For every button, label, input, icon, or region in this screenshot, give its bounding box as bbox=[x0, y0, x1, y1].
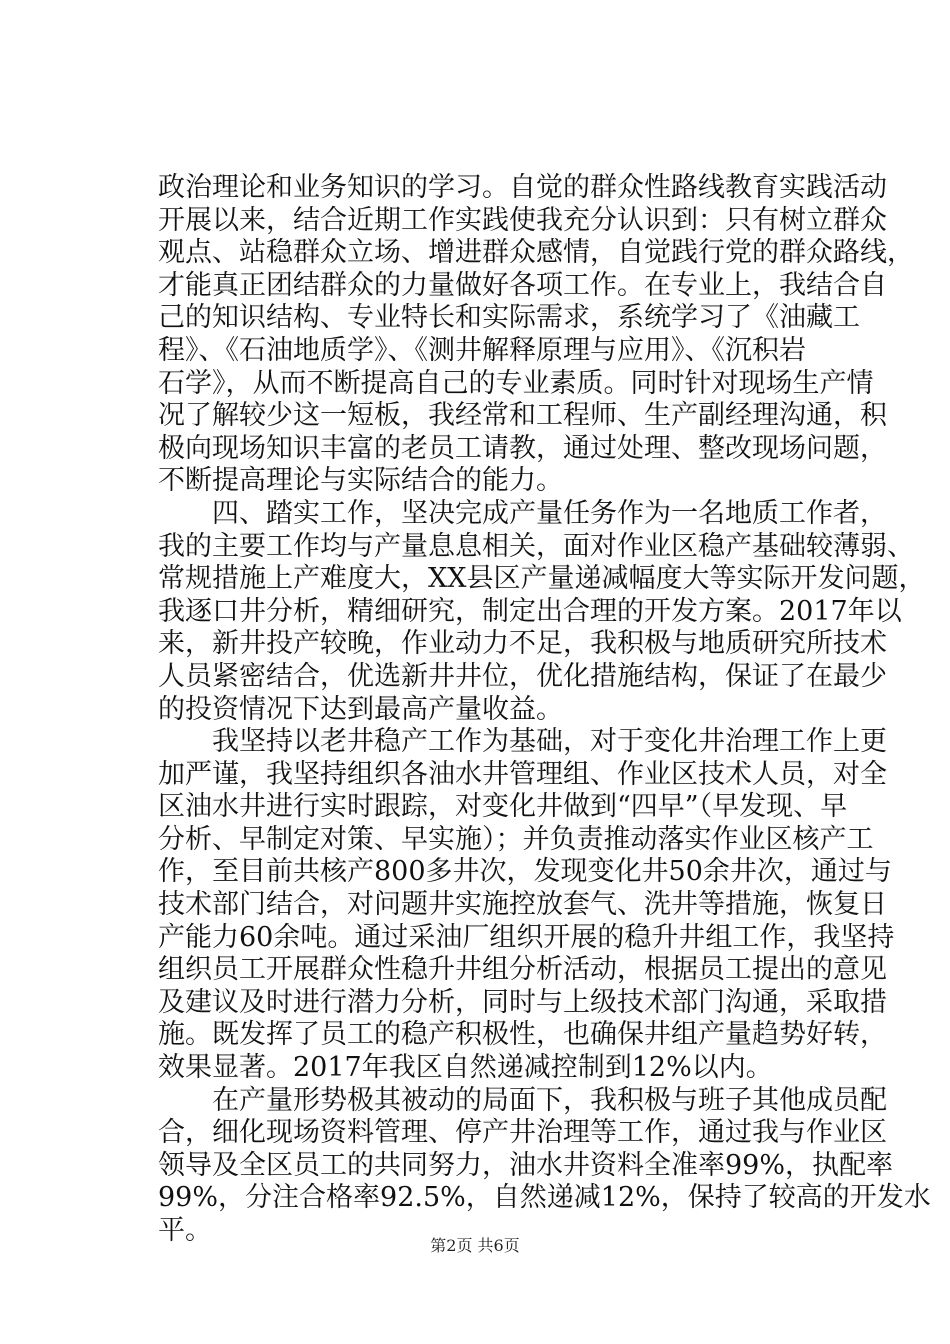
paragraph-political-study bbox=[158, 172, 914, 498]
text-line: 常规措施上产难度大，XX县区产量递减幅度大等实际开发问题， bbox=[158, 563, 926, 595]
text-line: 施。既发挥了员工的稳产积极性，也确保井组产量趋势好转， bbox=[158, 1019, 887, 1051]
text-line: 组织员工开展群众性稳升井组分析活动，根据员工提出的意见 bbox=[158, 954, 887, 986]
text-line: 分析、早制定对策、早实施）；并负责推动落实作业区核产工 bbox=[158, 823, 874, 855]
text-line: 99%，分注合格率92.5%，自然递减12%，保持了较高的开发水 bbox=[158, 1182, 931, 1214]
text-line: 观点、站稳群众立场、增进群众感情，自觉践行党的群众路线， bbox=[158, 237, 914, 269]
text-line: 不断提高理论与实际结合的能力。 bbox=[158, 465, 563, 497]
text-line: 效果显著。2017年我区自然递减控制到12%以内。 bbox=[158, 1052, 773, 1084]
text-line: 己的知识结构、专业特长和实际需求，系统学习了《油藏工 bbox=[158, 302, 860, 334]
text-line: 我的主要工作均与产量息息相关，面对作业区稳产基础较薄弱、 bbox=[158, 530, 914, 562]
text-line: 技术部门结合，对问题井实施控放套气、洗井等措施，恢复日 bbox=[158, 889, 887, 921]
page-number-footer: 第2页 共6页 bbox=[430, 1236, 520, 1255]
paragraph-team-cooperation bbox=[158, 1084, 931, 1248]
text-line: 合，细化现场资料管理、停产井治理等工作，通过我与作业区 bbox=[158, 1117, 887, 1149]
text-line: 人员紧密结合，优选新井井位，优化措施结构，保证了在最少 bbox=[158, 660, 887, 692]
text-line: 来，新井投产较晚，作业动力不足，我积极与地质研究所技术 bbox=[158, 628, 887, 660]
text-line: 加严谨，我坚持组织各油水井管理组、作业区技术人员，对全 bbox=[158, 758, 887, 790]
text-line: 极向现场知识丰富的老员工请教，通过处理、整改现场问题， bbox=[158, 432, 887, 464]
text-line: 我坚持以老井稳产工作为基础，对于变化井治理工作上更 bbox=[158, 726, 887, 758]
text-line: 及建议及时进行潜力分析，同时与上级技术部门沟通，采取措 bbox=[158, 986, 887, 1018]
text-line: 开展以来，结合近期工作实践使我充分认识到：只有树立群众 bbox=[158, 204, 887, 236]
text-line: 区油水井进行实时跟踪，对变化井做到“四早”（早发现、早 bbox=[158, 791, 848, 823]
text-line: 程》、《石油地质学》、《测井解释原理与应用》、《沉积岩 bbox=[158, 334, 806, 366]
text-line: 平。 bbox=[158, 1215, 212, 1246]
paragraph-old-well-stability bbox=[158, 726, 895, 1085]
text-line: 我逐口井分析，精细研究，制定出合理的开发方案。2017年以 bbox=[158, 595, 902, 627]
text-line: 作，至目前共核产800多井次，发现变化井50余井次，通过与 bbox=[158, 856, 892, 888]
text-line: 领导及全区员工的共同努力，油水井资料全准率99%，执配率 bbox=[158, 1149, 894, 1181]
document-body bbox=[158, 172, 931, 1248]
text-line: 况了解较少这一短板，我经常和工程师、生产副经理沟通，积 bbox=[158, 400, 887, 432]
paragraph-production-task bbox=[158, 497, 926, 726]
text-line: 才能真正团结群众的力量做好各项工作。在专业上，我结合自 bbox=[158, 269, 887, 301]
text-line: 的投资情况下达到最高产量收益。 bbox=[158, 693, 563, 725]
text-line: 政治理论和业务知识的学习。自觉的群众性路线教育实践活动 bbox=[158, 172, 887, 203]
text-line: 产能力60余吨。通过采油厂组织开展的稳升井组工作，我坚持 bbox=[158, 921, 895, 953]
text-line: 四、踏实工作，坚决完成产量任务作为一名地质工作者， bbox=[158, 497, 887, 529]
text-line: 石学》，从而不断提高自己的专业素质。同时针对现场生产情 bbox=[158, 367, 874, 399]
text-line: 在产量形势极其被动的局面下，我积极与班子其他成员配 bbox=[158, 1084, 887, 1116]
